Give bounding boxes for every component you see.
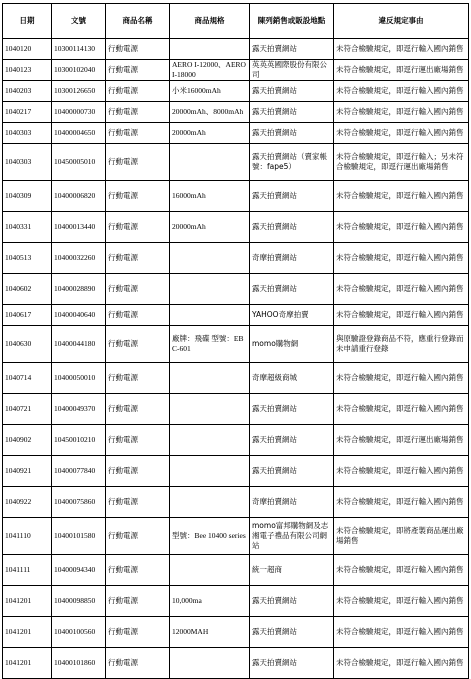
cell-product-spec xyxy=(170,456,250,487)
cell-violation-reason: 未符合檢驗規定，即逕行輸入國內銷售 xyxy=(334,487,469,518)
cell-doc-number: 10400077840 xyxy=(52,456,106,487)
cell-violation-reason: 未符合檢驗規定，即逕行輸入國內銷售 xyxy=(334,123,469,144)
cell-violation-reason: 與原驗證登錄商品不符，應重行登錄而未申請重行登錄 xyxy=(334,326,469,363)
cell-product-spec: 12000MAH xyxy=(170,617,250,648)
cell-product-spec: 20000mAh xyxy=(170,123,250,144)
cell-violation-reason: 未符合檢驗規定，即逕行輸入國內銷售 xyxy=(334,555,469,586)
cell-product-name: 行動電源 xyxy=(106,212,170,243)
cell-violation-reason: 未符合檢驗規定，即逕行運出廠場銷售 xyxy=(334,425,469,456)
cell-product-spec: AERO I-12000、AERO I-18000 xyxy=(170,60,250,81)
cell-date: 1040921 xyxy=(3,456,52,487)
cell-violation-reason: 未符合檢驗規定，即逕行輸入國內銷售 xyxy=(334,586,469,617)
table-body xyxy=(3,39,469,679)
cell-violation-reason: 未符合檢驗規定，即逕行輸入國內銷售 xyxy=(334,648,469,679)
cell-doc-number: 10400000730 xyxy=(52,102,106,123)
cell-product-spec: 20000mAh、8000mAh xyxy=(170,102,250,123)
cell-violation-reason: 未符合檢驗規定，即逕行輸入國內銷售 xyxy=(334,102,469,123)
table-row xyxy=(3,181,469,212)
table-row xyxy=(3,305,469,326)
header-violation-reason: 違反規定事由 xyxy=(334,4,469,39)
cell-product-name: 行動電源 xyxy=(106,425,170,456)
table-row xyxy=(3,586,469,617)
cell-product-spec: 10,000ma xyxy=(170,586,250,617)
table-row xyxy=(3,39,469,60)
table-row xyxy=(3,123,469,144)
cell-doc-number: 10400040640 xyxy=(52,305,106,326)
cell-violation-reason: 未符合檢驗規定，即逕行輸入國內銷售 xyxy=(334,39,469,60)
cell-violation-reason: 未符合檢驗規定，即將產製商品運出廠場銷售 xyxy=(334,518,469,555)
cell-sales-channel: 露天拍賣網站（賣家帳號：fape5） xyxy=(250,144,334,181)
cell-product-name: 行動電源 xyxy=(106,39,170,60)
header-product-name: 商品名稱 xyxy=(106,4,170,39)
cell-product-name: 行動電源 xyxy=(106,363,170,394)
cell-violation-reason: 未符合檢驗規定，即逕行輸入；另未符合檢驗規定，即逕行運出廠場銷售 xyxy=(334,144,469,181)
cell-doc-number: 10400100560 xyxy=(52,617,106,648)
cell-product-name: 行動電源 xyxy=(106,305,170,326)
cell-violation-reason: 未符合檢驗規定，即逕行輸入國內銷售 xyxy=(334,617,469,648)
cell-violation-reason: 未符合檢驗規定，即逕行輸入國內銷售 xyxy=(334,456,469,487)
cell-product-spec: 小米16000mAh xyxy=(170,81,250,102)
table-row xyxy=(3,425,469,456)
cell-sales-channel: 露天拍賣網站 xyxy=(250,212,334,243)
table-row xyxy=(3,363,469,394)
cell-doc-number: 10400098850 xyxy=(52,586,106,617)
cell-violation-reason: 未符合檢驗規定，即逕行輸入國內銷售 xyxy=(334,305,469,326)
cell-product-name: 行動電源 xyxy=(106,394,170,425)
table-header-row xyxy=(3,4,469,39)
violation-table xyxy=(2,3,469,679)
cell-sales-channel: 露天拍賣網站 xyxy=(250,394,334,425)
cell-product-spec xyxy=(170,243,250,274)
cell-product-name: 行動電源 xyxy=(106,60,170,81)
table-row xyxy=(3,648,469,679)
cell-product-name: 行動電源 xyxy=(106,555,170,586)
cell-sales-channel: 露天拍賣網站 xyxy=(250,648,334,679)
cell-sales-channel: 露天拍賣網站 xyxy=(250,102,334,123)
cell-product-spec xyxy=(170,425,250,456)
cell-sales-channel: momo購物網 xyxy=(250,326,334,363)
cell-product-spec xyxy=(170,363,250,394)
cell-date: 1041111 xyxy=(3,555,52,586)
cell-doc-number: 10400006820 xyxy=(52,181,106,212)
cell-doc-number: 10300126650 xyxy=(52,81,106,102)
cell-violation-reason: 未符合檢驗規定，即逕行運出廠場銷售 xyxy=(334,60,469,81)
cell-doc-number: 10400032260 xyxy=(52,243,106,274)
cell-sales-channel: 露天拍賣網站 xyxy=(250,274,334,305)
cell-date: 1040309 xyxy=(3,181,52,212)
cell-product-spec xyxy=(170,555,250,586)
cell-doc-number: 10400050010 xyxy=(52,363,106,394)
cell-product-spec xyxy=(170,487,250,518)
cell-product-name: 行動電源 xyxy=(106,456,170,487)
cell-date: 1040203 xyxy=(3,81,52,102)
cell-sales-channel: 露天拍賣網站 xyxy=(250,181,334,212)
cell-product-name: 行動電源 xyxy=(106,181,170,212)
cell-product-name: 行動電源 xyxy=(106,648,170,679)
table-row xyxy=(3,102,469,123)
cell-sales-channel: YAHOO奇摩拍賣 xyxy=(250,305,334,326)
cell-product-name: 行動電源 xyxy=(106,81,170,102)
cell-date: 1040303 xyxy=(3,144,52,181)
table-row xyxy=(3,81,469,102)
cell-product-spec: 16000mAh xyxy=(170,181,250,212)
table-row xyxy=(3,487,469,518)
cell-product-name: 行動電源 xyxy=(106,326,170,363)
cell-violation-reason: 未符合檢驗規定，即逕行輸入國內銷售 xyxy=(334,243,469,274)
cell-date: 1040120 xyxy=(3,39,52,60)
cell-violation-reason: 未符合檢驗規定，即逕行輸入國內銷售 xyxy=(334,181,469,212)
table-row xyxy=(3,274,469,305)
cell-product-spec xyxy=(170,648,250,679)
cell-violation-reason: 未符合檢驗規定，即逕行輸入國內銷售 xyxy=(334,212,469,243)
header-doc-number: 文號 xyxy=(52,4,106,39)
cell-product-name: 行動電源 xyxy=(106,102,170,123)
cell-violation-reason: 未符合檢驗規定，即逕行輸入國內銷售 xyxy=(334,363,469,394)
cell-doc-number: 10400049370 xyxy=(52,394,106,425)
table-row xyxy=(3,518,469,555)
cell-product-name: 行動電源 xyxy=(106,274,170,305)
cell-doc-number: 10400101580 xyxy=(52,518,106,555)
cell-product-spec xyxy=(170,305,250,326)
header-sales-channel: 陳列銷售或販設地點 xyxy=(250,4,334,39)
cell-date: 1040513 xyxy=(3,243,52,274)
cell-date: 1041201 xyxy=(3,586,52,617)
cell-product-spec: 型號：Bee 10400 series xyxy=(170,518,250,555)
cell-sales-channel: 奇摩拍賣網站 xyxy=(250,243,334,274)
table-row xyxy=(3,60,469,81)
cell-doc-number: 10300114130 xyxy=(52,39,106,60)
cell-product-name: 行動電源 xyxy=(106,243,170,274)
cell-product-name: 行動電源 xyxy=(106,518,170,555)
cell-sales-channel: 露天拍賣網站 xyxy=(250,586,334,617)
cell-date: 1040303 xyxy=(3,123,52,144)
table-row xyxy=(3,617,469,648)
cell-sales-channel: 露天拍賣網站 xyxy=(250,425,334,456)
cell-sales-channel: 英英英國際股份有限公司 xyxy=(250,60,334,81)
cell-doc-number: 10400004650 xyxy=(52,123,106,144)
cell-date: 1041201 xyxy=(3,648,52,679)
cell-sales-channel: 露天拍賣網站 xyxy=(250,81,334,102)
cell-doc-number: 10300102040 xyxy=(52,60,106,81)
table-row xyxy=(3,394,469,425)
table-row xyxy=(3,144,469,181)
cell-product-name: 行動電源 xyxy=(106,144,170,181)
cell-date: 1040630 xyxy=(3,326,52,363)
cell-date: 1040617 xyxy=(3,305,52,326)
cell-violation-reason: 未符合檢驗規定，即逕行輸入國內銷售 xyxy=(334,274,469,305)
cell-sales-channel: 露天拍賣網站 xyxy=(250,456,334,487)
cell-violation-reason: 未符合檢驗規定，即逕行輸入國內銷售 xyxy=(334,81,469,102)
header-date: 日期 xyxy=(3,4,52,39)
cell-sales-channel: 奇摩超級商城 xyxy=(250,363,334,394)
cell-product-spec: 20000mAh xyxy=(170,212,250,243)
cell-sales-channel: 奇摩拍賣網站 xyxy=(250,487,334,518)
cell-sales-channel: 露天拍賣網站 xyxy=(250,123,334,144)
table-row xyxy=(3,212,469,243)
cell-doc-number: 10450005010 xyxy=(52,144,106,181)
table-row xyxy=(3,243,469,274)
cell-date: 1041110 xyxy=(3,518,52,555)
cell-date: 1040217 xyxy=(3,102,52,123)
cell-doc-number: 10400101860 xyxy=(52,648,106,679)
cell-date: 1040123 xyxy=(3,60,52,81)
cell-sales-channel: 統一超商 xyxy=(250,555,334,586)
cell-date: 1040902 xyxy=(3,425,52,456)
cell-doc-number: 10400075860 xyxy=(52,487,106,518)
cell-doc-number: 10400013440 xyxy=(52,212,106,243)
cell-product-name: 行動電源 xyxy=(106,617,170,648)
cell-product-spec xyxy=(170,394,250,425)
cell-date: 1040721 xyxy=(3,394,52,425)
header-product-spec: 商品規格 xyxy=(170,4,250,39)
cell-doc-number: 10400028890 xyxy=(52,274,106,305)
cell-sales-channel: 露天拍賣網站 xyxy=(250,617,334,648)
cell-date: 1040922 xyxy=(3,487,52,518)
cell-sales-channel: momo富邦購物網及志湘電子禮品有限公司網站 xyxy=(250,518,334,555)
cell-date: 1041201 xyxy=(3,617,52,648)
table-row xyxy=(3,456,469,487)
table-row xyxy=(3,326,469,363)
cell-violation-reason: 未符合檢驗規定，即逕行輸入國內銷售 xyxy=(334,394,469,425)
table-row xyxy=(3,555,469,586)
cell-date: 1040602 xyxy=(3,274,52,305)
cell-doc-number: 10450010210 xyxy=(52,425,106,456)
cell-product-name: 行動電源 xyxy=(106,123,170,144)
cell-sales-channel: 露天拍賣網站 xyxy=(250,39,334,60)
cell-date: 1040331 xyxy=(3,212,52,243)
cell-product-spec xyxy=(170,274,250,305)
cell-product-spec: 廠牌：飛碟 型號：EBC-601 xyxy=(170,326,250,363)
cell-doc-number: 10400044180 xyxy=(52,326,106,363)
cell-date: 1040714 xyxy=(3,363,52,394)
cell-product-spec xyxy=(170,39,250,60)
cell-product-name: 行動電源 xyxy=(106,487,170,518)
cell-doc-number: 10400094340 xyxy=(52,555,106,586)
cell-product-spec xyxy=(170,144,250,181)
cell-product-name: 行動電源 xyxy=(106,586,170,617)
